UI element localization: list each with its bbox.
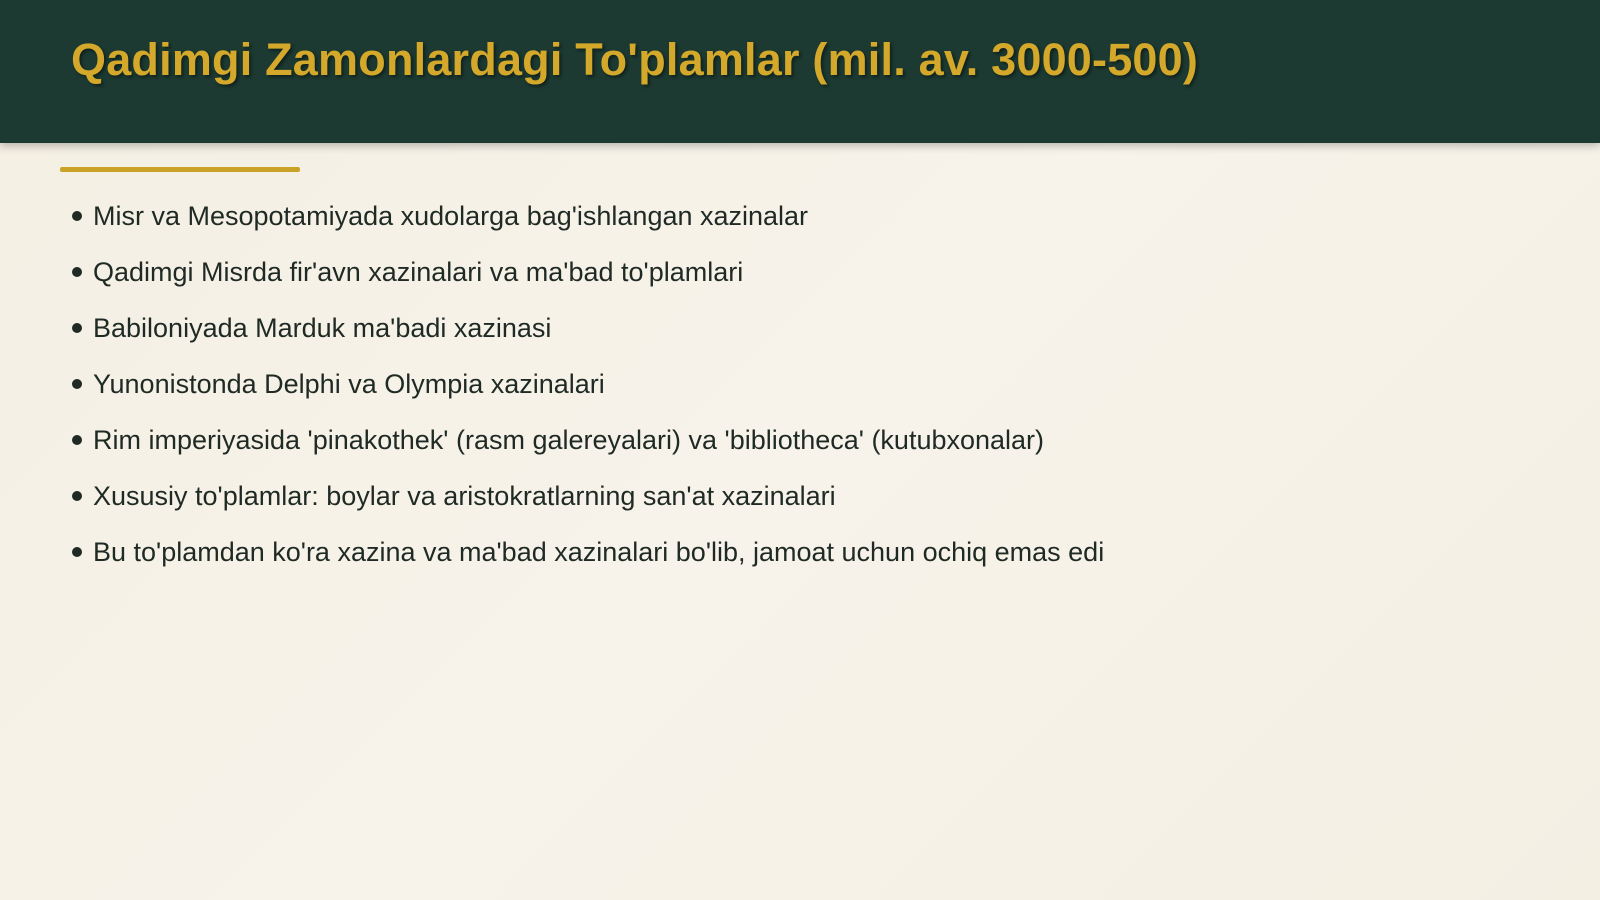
bullet-text: Yunonistonda Delphi va Olympia xazinalari [93, 368, 605, 399]
bullet-item [72, 468, 1104, 524]
bullet-item [72, 244, 1104, 300]
bullet-dot-icon [72, 435, 82, 445]
bullet-item [72, 524, 1104, 580]
bullet-item [72, 188, 1104, 244]
bullet-text: Misr va Mesopotamiyada xudolarga bag'ishlangan xazinalar [93, 200, 809, 231]
bullet-text: Rim imperiyasida 'pinakothek' (rasm galereyalari) va 'bibliotheca' (kutubxonalar) [93, 424, 1045, 455]
bullet-text: Xususiy to'plamlar: boylar va aristokratlarning san'at xazinalari [93, 480, 836, 511]
bullet-text: Bu to'plamdan ko'ra xazina va ma'bad xazinalari bo'lib, jamoat uchun ochiq emas edi [93, 536, 1105, 567]
bullet-dot-icon [72, 211, 82, 221]
bullet-item [72, 412, 1104, 468]
bullet-item [72, 356, 1104, 412]
bullet-dot-icon [72, 547, 82, 557]
bullet-dot-icon [72, 379, 82, 389]
bullet-text: Babiloniyada Marduk ma'badi xazinasi [93, 312, 552, 343]
bullet-dot-icon [72, 267, 82, 277]
title-accent-line [60, 167, 300, 172]
bullet-dot-icon [72, 491, 82, 501]
bullet-list [72, 188, 1104, 580]
slide-title: Qadimgi Zamonlardagi To'plamlar (mil. av. 3000-500) [71, 34, 1199, 85]
slide-header [0, 0, 1600, 143]
bullet-dot-icon [72, 323, 82, 333]
bullet-item [72, 300, 1104, 356]
bullet-text: Qadimgi Misrda fir'avn xazinalari va ma'bad to'plamlari [93, 256, 744, 287]
